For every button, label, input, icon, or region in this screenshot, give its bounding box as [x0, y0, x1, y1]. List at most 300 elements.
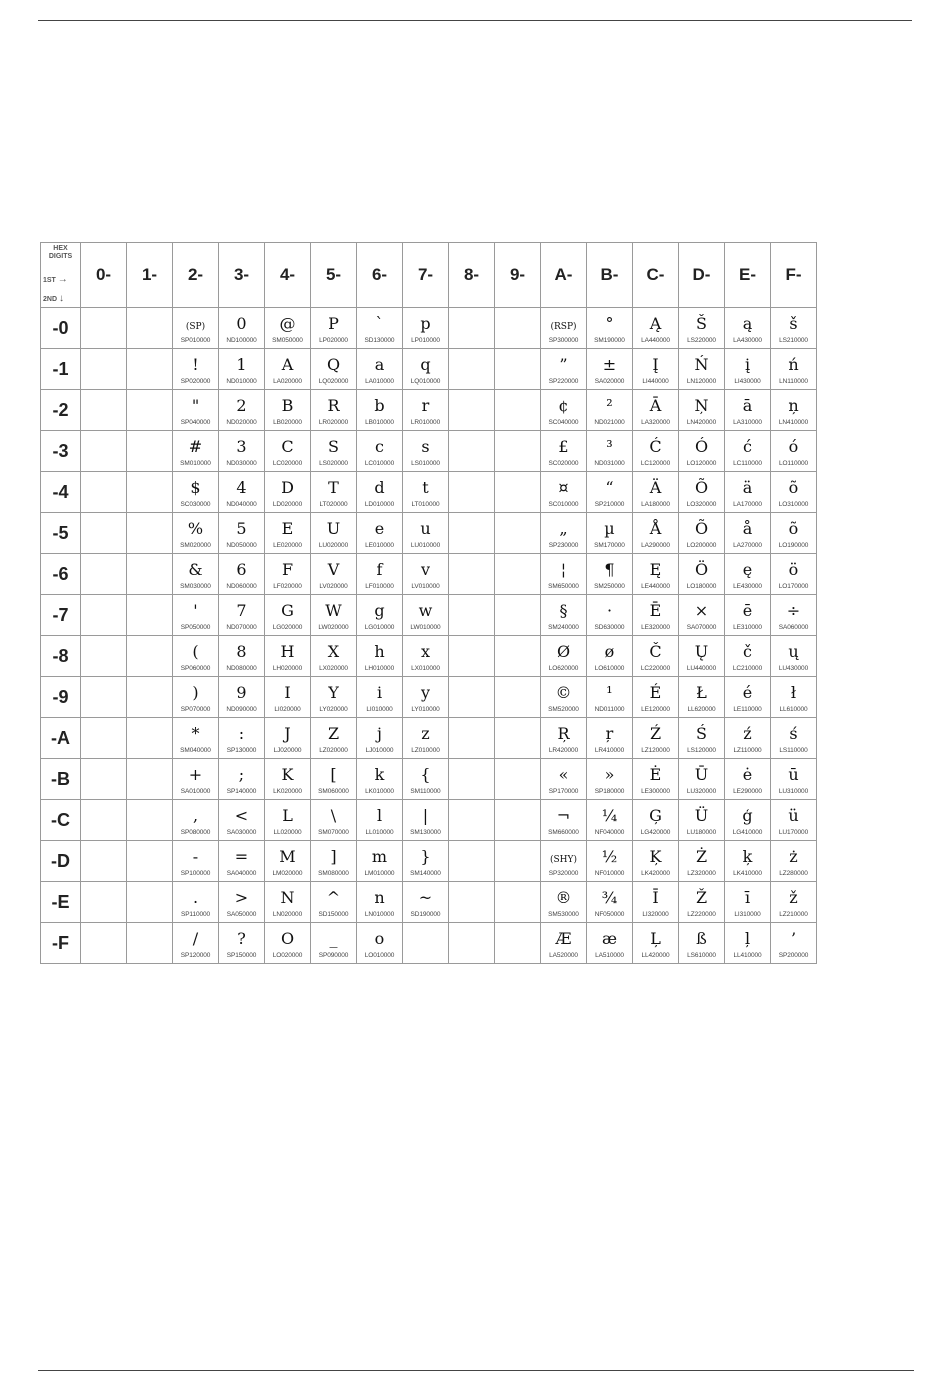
char-cell: [633, 554, 679, 595]
char-glyph: ö: [788, 560, 799, 579]
char-id: LZ110000: [733, 747, 762, 754]
char-cell: [81, 554, 127, 595]
char-glyph: Å: [649, 519, 662, 538]
char-id: LO610000: [594, 665, 625, 672]
char-cell: [357, 554, 403, 595]
char-cell: [219, 800, 265, 841]
char-id: SA010000: [180, 788, 211, 795]
char-cell: [219, 349, 265, 390]
char-id: LL010000: [365, 829, 394, 836]
char-glyph: ģ: [742, 806, 753, 825]
char-id: LE290000: [733, 788, 762, 795]
char-cell: [541, 349, 587, 390]
char-id: LS610000: [687, 952, 716, 959]
char-id: LN010000: [364, 911, 395, 918]
char-cell: [265, 595, 311, 636]
char-id: LA010000: [365, 378, 394, 385]
char-glyph: u: [420, 519, 431, 538]
char-cell: [81, 677, 127, 718]
char-glyph: a: [374, 355, 385, 374]
char-id: SD130000: [364, 337, 395, 344]
char-id: LA440000: [641, 337, 670, 344]
char-cell: [495, 841, 541, 882]
char-id: LQ010000: [410, 378, 441, 385]
char-glyph: ÷: [786, 601, 801, 620]
char-cell: [771, 513, 817, 554]
char-cell: [725, 595, 771, 636]
char-cell: [173, 595, 219, 636]
char-id: LF020000: [273, 583, 302, 590]
table-row: [41, 390, 817, 431]
char-id: SM140000: [410, 870, 441, 877]
char-id: LF010000: [365, 583, 394, 590]
char-glyph: n: [374, 888, 385, 907]
char-glyph: ī: [744, 888, 751, 907]
char-cell: [633, 349, 679, 390]
char-glyph: w: [418, 601, 433, 620]
column-header: C-: [633, 243, 679, 308]
char-cell: [633, 759, 679, 800]
char-cell: [403, 472, 449, 513]
char-glyph: Į: [652, 355, 659, 374]
char-id: SM020000: [180, 542, 211, 549]
char-cell: [587, 677, 633, 718]
char-glyph: é: [742, 683, 753, 702]
char-glyph: ³: [606, 437, 613, 456]
char-id: LC220000: [640, 665, 671, 672]
char-cell: [725, 800, 771, 841]
char-cell: [357, 923, 403, 964]
char-id: SM110000: [410, 788, 441, 795]
char-id: SA050000: [226, 911, 257, 918]
char-cell: [265, 800, 311, 841]
char-cell: [725, 308, 771, 349]
char-glyph: Õ: [694, 478, 709, 497]
column-header: 9-: [495, 243, 541, 308]
char-cell: [587, 349, 633, 390]
char-id: SM170000: [594, 542, 625, 549]
char-id: LZ210000: [779, 911, 808, 918]
char-glyph: m: [371, 847, 388, 866]
char-glyph: R: [327, 396, 340, 415]
char-glyph: °: [605, 314, 614, 333]
char-id: SM060000: [318, 788, 349, 795]
table-row: [41, 923, 817, 964]
char-cell: [541, 718, 587, 759]
char-cell: [495, 882, 541, 923]
char-glyph: ©: [555, 683, 572, 702]
column-header: 3-: [219, 243, 265, 308]
char-glyph: É: [649, 683, 662, 702]
char-cell: [449, 636, 495, 677]
char-glyph: l: [376, 806, 383, 825]
char-id: ND080000: [226, 665, 257, 672]
char-glyph: ę: [742, 560, 753, 579]
char-cell: [127, 923, 173, 964]
char-cell: [173, 636, 219, 677]
char-id: LU310000: [778, 788, 809, 795]
column-header: E-: [725, 243, 771, 308]
char-glyph: Ž: [695, 888, 708, 907]
char-glyph: µ: [604, 519, 615, 538]
char-cell: [449, 841, 495, 882]
char-id: LE020000: [273, 542, 302, 549]
char-glyph: ė: [742, 765, 753, 784]
char-cell: [679, 636, 725, 677]
char-cell: [173, 718, 219, 759]
char-cell: [265, 308, 311, 349]
char-glyph: 9: [236, 683, 247, 702]
char-cell: [81, 472, 127, 513]
char-cell: [679, 554, 725, 595]
char-glyph: #: [188, 437, 203, 456]
char-glyph: Ć: [649, 437, 662, 456]
char-id: LA290000: [641, 542, 670, 549]
char-glyph: T: [328, 478, 339, 497]
char-cell: [725, 636, 771, 677]
char-cell: [357, 390, 403, 431]
row-header: -6: [41, 554, 81, 595]
char-cell: [679, 431, 725, 472]
char-id: ND090000: [226, 706, 257, 713]
char-cell: [127, 677, 173, 718]
char-id: SP130000: [226, 747, 257, 754]
char-cell: [679, 677, 725, 718]
char-cell: [495, 472, 541, 513]
char-cell: [587, 718, 633, 759]
char-glyph: ’: [790, 929, 797, 948]
char-id: SA070000: [686, 624, 717, 631]
char-id: LX020000: [319, 665, 348, 672]
char-cell: [357, 800, 403, 841]
char-cell: [679, 800, 725, 841]
char-cell: [173, 800, 219, 841]
char-id: SP150000: [226, 952, 257, 959]
char-id: LS020000: [319, 460, 348, 467]
char-glyph: h: [374, 642, 385, 661]
char-glyph: L: [282, 806, 293, 825]
char-id: NF050000: [594, 911, 625, 918]
char-id: LI310000: [734, 911, 761, 918]
char-cell: [771, 595, 817, 636]
char-cell: [173, 472, 219, 513]
char-cell: [219, 841, 265, 882]
char-id: ND100000: [226, 337, 257, 344]
char-id: LT020000: [319, 501, 348, 508]
char-cell: [219, 390, 265, 431]
char-id: SM010000: [180, 460, 211, 467]
char-cell: [81, 431, 127, 472]
char-id: LO620000: [548, 665, 579, 672]
char-id: LL420000: [641, 952, 670, 959]
table-row: [41, 431, 817, 472]
char-glyph: (: [192, 642, 199, 661]
column-header: 7-: [403, 243, 449, 308]
char-cell: [403, 554, 449, 595]
char-glyph: Ķ: [649, 847, 662, 866]
char-glyph: ¢: [558, 396, 569, 415]
char-id: LR020000: [318, 419, 349, 426]
char-cell: [449, 800, 495, 841]
row-header: -1: [41, 349, 81, 390]
char-cell: [633, 718, 679, 759]
char-cell: [357, 677, 403, 718]
row-header: -7: [41, 595, 81, 636]
char-glyph: Z: [327, 724, 340, 743]
char-glyph: 5: [236, 519, 247, 538]
char-glyph: ]: [330, 847, 337, 866]
char-glyph: K: [281, 765, 294, 784]
char-cell: [357, 349, 403, 390]
char-cell: [311, 718, 357, 759]
char-glyph: ń: [788, 355, 799, 374]
char-cell: [725, 882, 771, 923]
char-id: LY010000: [411, 706, 440, 713]
table-row: [41, 636, 817, 677]
char-cell: [495, 800, 541, 841]
char-glyph: 3: [236, 437, 247, 456]
char-cell: [679, 595, 725, 636]
char-id: LN110000: [779, 378, 808, 385]
char-glyph: ·: [606, 601, 613, 620]
char-cell: [541, 759, 587, 800]
char-id: LN020000: [272, 911, 303, 918]
char-id: ND060000: [226, 583, 257, 590]
table-row: [41, 595, 817, 636]
char-id: LE310000: [733, 624, 762, 631]
char-glyph: @: [279, 314, 296, 333]
char-cell: [81, 636, 127, 677]
row-header: -B: [41, 759, 81, 800]
char-glyph: ŗ: [605, 724, 614, 743]
row-header: -E: [41, 882, 81, 923]
char-glyph: Ā: [649, 396, 662, 415]
char-cell: [127, 349, 173, 390]
char-id: LI440000: [642, 378, 669, 385]
char-id: ND030000: [226, 460, 257, 467]
char-id: ND011000: [594, 706, 625, 713]
char-cell: [357, 431, 403, 472]
char-glyph: č: [743, 642, 752, 661]
char-cell: [679, 882, 725, 923]
char-id: LV020000: [319, 583, 348, 590]
char-id: SP300000: [548, 337, 579, 344]
char-cell: [633, 390, 679, 431]
char-cell: [587, 800, 633, 841]
char-id: LA180000: [641, 501, 670, 508]
char-cell: [771, 472, 817, 513]
char-glyph: g: [374, 601, 385, 620]
char-id: ND040000: [226, 501, 257, 508]
char-glyph: <: [234, 806, 249, 825]
table-row: [41, 800, 817, 841]
char-cell: [587, 390, 633, 431]
char-id: SP210000: [594, 501, 625, 508]
char-cell: [541, 677, 587, 718]
char-glyph: ¬: [556, 806, 571, 825]
char-cell: [771, 841, 817, 882]
char-id: LS010000: [411, 460, 440, 467]
char-cell: [311, 472, 357, 513]
char-cell: [265, 636, 311, 677]
char-glyph: }: [420, 847, 431, 866]
char-glyph: %: [187, 519, 204, 538]
char-cell: [265, 390, 311, 431]
char-cell: [771, 554, 817, 595]
char-id: LZ120000: [641, 747, 670, 754]
char-cell: [219, 636, 265, 677]
char-glyph: (RSP): [550, 322, 577, 332]
char-glyph: Ŗ: [557, 724, 570, 743]
char-cell: [495, 513, 541, 554]
row-header: -5: [41, 513, 81, 554]
char-id: LE110000: [733, 706, 762, 713]
char-id: LE320000: [641, 624, 670, 631]
char-id: LW020000: [318, 624, 349, 631]
char-cell: [725, 923, 771, 964]
row-header: -4: [41, 472, 81, 513]
char-id: LO190000: [778, 542, 809, 549]
char-cell: [449, 595, 495, 636]
header-rule: [38, 20, 912, 21]
char-cell: [403, 759, 449, 800]
char-cell: [403, 390, 449, 431]
char-glyph: t: [422, 478, 429, 497]
row-header: -C: [41, 800, 81, 841]
char-cell: [127, 882, 173, 923]
char-id: SC040000: [548, 419, 579, 426]
char-id: LG020000: [272, 624, 303, 631]
char-id: LC210000: [732, 665, 763, 672]
char-id: SP090000: [318, 952, 349, 959]
char-id: LU180000: [686, 829, 717, 836]
char-cell: [81, 759, 127, 800]
char-id: LU020000: [318, 542, 349, 549]
char-cell: [541, 308, 587, 349]
char-cell: [541, 882, 587, 923]
char-glyph: š: [789, 314, 798, 333]
column-header: F-: [771, 243, 817, 308]
hex-label: HEX: [53, 245, 68, 252]
column-header: 6-: [357, 243, 403, 308]
char-cell: [81, 923, 127, 964]
char-id: LU430000: [778, 665, 809, 672]
char-id: LA320000: [641, 419, 670, 426]
char-id: SP110000: [180, 911, 211, 918]
table-row: [41, 472, 817, 513]
char-cell: [357, 308, 403, 349]
char-cell: [311, 390, 357, 431]
char-id: LB010000: [365, 419, 394, 426]
char-cell: [265, 431, 311, 472]
char-cell: [357, 472, 403, 513]
char-cell: [311, 308, 357, 349]
char-cell: [403, 513, 449, 554]
char-cell: [311, 554, 357, 595]
char-id: LW010000: [410, 624, 441, 631]
char-id: LK420000: [641, 870, 670, 877]
char-cell: [173, 513, 219, 554]
char-glyph: [: [330, 765, 337, 784]
char-id: SP010000: [180, 337, 211, 344]
char-cell: [219, 308, 265, 349]
char-cell: [679, 923, 725, 964]
char-glyph: N: [280, 888, 295, 907]
char-cell: [265, 882, 311, 923]
char-id: LG410000: [732, 829, 763, 836]
char-id: SP170000: [548, 788, 579, 795]
table-row: [41, 513, 817, 554]
char-glyph: Š: [696, 314, 707, 333]
char-glyph: J: [284, 724, 291, 743]
char-id: SP080000: [180, 829, 211, 836]
row-header: -A: [41, 718, 81, 759]
column-header: A-: [541, 243, 587, 308]
row-header: -8: [41, 636, 81, 677]
char-id: SC010000: [548, 501, 579, 508]
char-id: LE430000: [733, 583, 762, 590]
char-cell: [173, 554, 219, 595]
char-cell: [81, 841, 127, 882]
char-cell: [679, 841, 725, 882]
char-id: SP320000: [548, 870, 579, 877]
char-cell: [403, 595, 449, 636]
char-glyph: X: [327, 642, 340, 661]
char-id: LI020000: [274, 706, 301, 713]
char-glyph: &: [188, 560, 203, 579]
char-id: LA170000: [733, 501, 762, 508]
char-id: LH020000: [272, 665, 303, 672]
char-glyph: +: [188, 765, 203, 784]
char-id: LR410000: [594, 747, 625, 754]
char-cell: [449, 923, 495, 964]
char-cell: [679, 718, 725, 759]
char-glyph: A: [281, 355, 294, 374]
char-id: SP070000: [180, 706, 211, 713]
char-glyph: ż: [789, 847, 798, 866]
char-id: LL620000: [687, 706, 716, 713]
char-id: LZ320000: [687, 870, 716, 877]
char-glyph: 6: [236, 560, 247, 579]
char-cell: [449, 554, 495, 595]
char-cell: [219, 882, 265, 923]
char-id: LN420000: [686, 419, 717, 426]
char-glyph: ~: [418, 888, 433, 907]
char-cell: [403, 431, 449, 472]
char-id: LD010000: [364, 501, 395, 508]
table-row: [41, 718, 817, 759]
char-cell: [679, 390, 725, 431]
char-glyph: f: [376, 560, 383, 579]
char-glyph: j: [377, 724, 382, 743]
char-id: LE440000: [641, 583, 670, 590]
char-id: SP220000: [548, 378, 579, 385]
char-id: LS210000: [779, 337, 808, 344]
char-id: LU170000: [778, 829, 809, 836]
hex-digits-corner: [41, 243, 81, 308]
char-glyph: ź: [743, 724, 752, 743]
char-id: LR420000: [548, 747, 579, 754]
char-id: LA270000: [733, 542, 762, 549]
char-glyph: Ē: [649, 601, 662, 620]
char-id: LC120000: [640, 460, 671, 467]
char-cell: [679, 513, 725, 554]
char-cell: [265, 554, 311, 595]
char-id: LU440000: [686, 665, 717, 672]
char-cell: [173, 841, 219, 882]
char-id: LO310000: [778, 501, 809, 508]
char-id: LN120000: [686, 378, 717, 385]
